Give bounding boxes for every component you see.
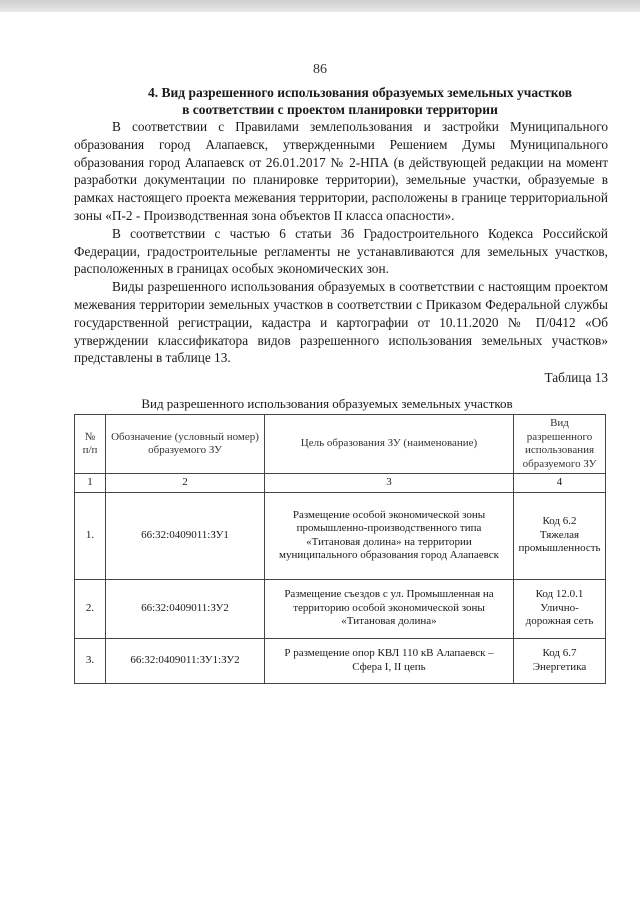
use-code: Код 6.2 (542, 515, 577, 528)
page-number: 86 (313, 62, 327, 77)
row-permitted-use (514, 579, 606, 638)
column-number-4: 4 (514, 474, 606, 493)
column-number-row (75, 474, 606, 493)
row-designation: 66:32:0409011:ЗУ1:ЗУ2 (106, 638, 265, 683)
header-number: № п/п (75, 415, 106, 474)
row-number: 2. (75, 579, 106, 638)
use-name: Энергетика (532, 660, 587, 673)
body-text (74, 118, 608, 387)
column-number-2: 2 (106, 474, 265, 493)
row-permitted-use (514, 638, 606, 683)
table-row (75, 492, 606, 579)
header-purpose: Цель образования ЗУ (наименование) (265, 415, 514, 474)
table-number: Таблица 13 (544, 370, 608, 386)
column-number-3: 3 (265, 474, 514, 493)
use-name: Тяжелая промышленность (518, 528, 601, 555)
table-row (75, 579, 606, 638)
scan-edge-bar (0, 0, 640, 12)
row-purpose: Размещение съездов с ул. Промышленная на территорию особой экономической зоны «Титановая долина» (265, 579, 514, 638)
use-code: Код 6.7 (542, 647, 577, 659)
row-designation: 66:32:0409011:ЗУ1 (106, 492, 265, 579)
section-heading-line-1: 4. Вид разрешенного использования образуемых земельных участков (147, 85, 573, 100)
row-permitted-use (514, 492, 606, 579)
row-designation: 66:32:0409011:ЗУ2 (106, 579, 265, 638)
row-number: 1. (75, 492, 106, 579)
land-use-table (74, 414, 606, 684)
use-name: Улично-дорожная сеть (525, 601, 594, 628)
use-code: Код 12.0.1 (535, 588, 584, 601)
header-permitted-use: Вид разрешенного использования образуемого ЗУ (514, 415, 606, 474)
table-row (75, 638, 606, 683)
column-number-1: 1 (75, 474, 106, 493)
table-caption: Вид разрешенного использования образуемых земельных участков (141, 396, 513, 411)
table-header-row (75, 415, 606, 474)
section-heading-line-2: в соответствии с проектом планировки территории (182, 102, 498, 117)
header-designation: Обозначение (условный номер) образуемого ЗУ (106, 415, 265, 474)
paragraph-1: В соответствии с Правилами землепользования и застройки Муниципального образования город Алапаевск, утвержденными Решением Думы Муниципального образования город Алапаевск от 26.01.2017 № 2-НПА (в действующей редакции на момент разработки документации по планировке территории), земельные участки, образуемые в рамках настоящего проекта межевания территории, расположены в границе территориальной зоны «П-2 - Производственная зона объектов II класса опасности». (74, 119, 608, 223)
row-purpose: Размещение особой экономической зоны промышленно-производственного типа «Титановая долина» на территории муниципального образования город Алапаевск (265, 492, 514, 579)
paragraph-2: В соответствии с частью 6 статьи 36 Градостроительного Кодекса Российской Федерации, градостроительные регламенты не устанавливаются для земельных участков, расположенных в границах особых экономических зон. (74, 225, 608, 277)
section-heading (60, 84, 620, 118)
row-number: 3. (75, 638, 106, 683)
row-purpose: Р размещение опор КВЛ 110 кВ Алапаевск – Сфера I, II цепь (265, 638, 514, 683)
paragraph-3: Виды разрешенного использования образуемых в соответствии с настоящим проектом межевания территории земельных участков в соответствии с Приказом Федеральной службы государственной регистрации, кадастра и картографии от 10.11.2020 № П/0412 «Об утверждении классификатора видов разрешенного использования земельных участков» представлены в таблице 13. (74, 279, 608, 366)
